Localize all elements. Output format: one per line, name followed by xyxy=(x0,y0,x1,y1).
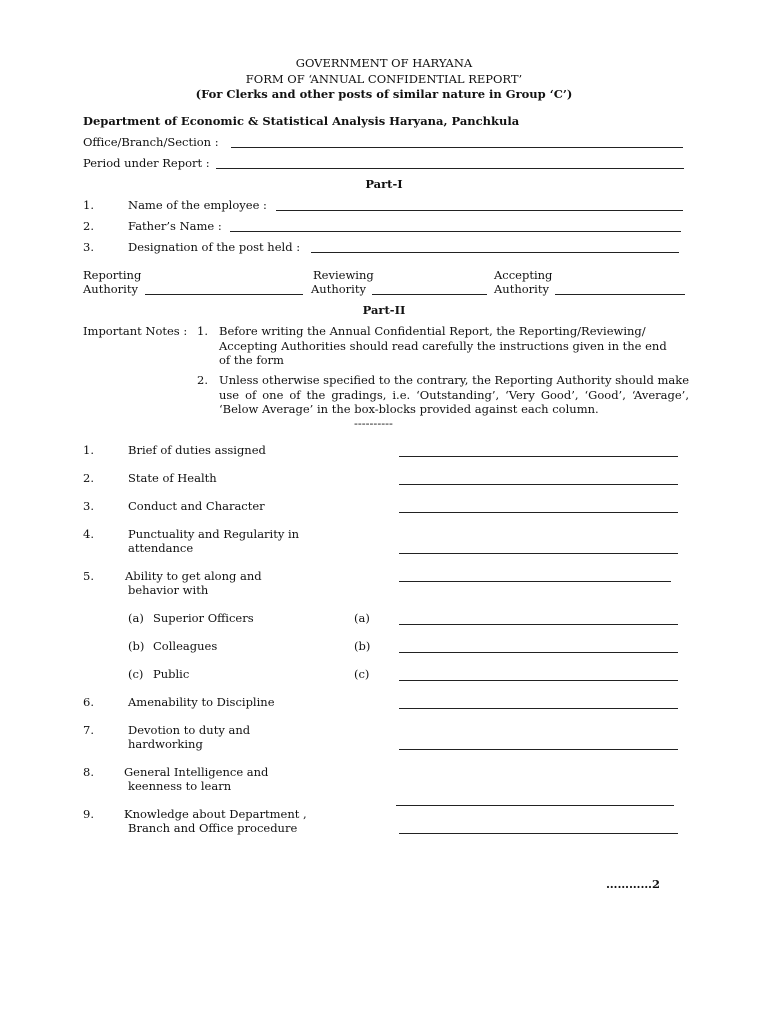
part1-item-num: 3. xyxy=(83,240,94,254)
health-label: State of Health xyxy=(128,471,217,485)
page-continuation-marker: …………2 xyxy=(606,877,661,891)
intelligence-label-line2: keenness to learn xyxy=(128,779,232,793)
part2-item-num: 8. xyxy=(83,765,94,779)
important-notes-label: Important Notes : xyxy=(83,324,188,338)
ability-label-line2: behavior with xyxy=(128,583,209,597)
health-field-line[interactable] xyxy=(399,484,678,485)
reporting-label: Reporting xyxy=(83,268,142,282)
reviewing-label: Reviewing xyxy=(313,268,374,282)
employee-name-label: Name of the employee : xyxy=(128,198,267,212)
note1-text: Before writing the Annual Confidential Report, the Reporting/Reviewing/ Accepting Authorities should read carefully the instructions given in the end of the form xyxy=(219,324,667,367)
period-label: Period under Report : xyxy=(83,156,210,170)
note2-number: 2. xyxy=(197,373,208,387)
part2-title: Part-II xyxy=(362,303,406,317)
office-field-line[interactable] xyxy=(231,147,683,148)
ability-label-line1: Ability to get along and xyxy=(125,569,262,583)
designation-label: Designation of the post held : xyxy=(128,240,301,254)
part2-item-num: 5. xyxy=(83,569,94,583)
devotion-label-line1: Devotion to duty and xyxy=(128,723,251,737)
part2-item-num: 7. xyxy=(83,723,94,737)
header-form-title: FORM OF ‘ANNUAL CONFIDENTIAL REPORT’ xyxy=(245,72,523,86)
devotion-field-line[interactable] xyxy=(399,749,678,750)
period-field-line[interactable] xyxy=(216,168,684,169)
sub-a-mark-right: (a) xyxy=(354,611,370,625)
knowledge-field-line[interactable] xyxy=(399,833,678,834)
part2-item-num: 3. xyxy=(83,499,94,513)
superior-officers-label: Superior Officers xyxy=(153,611,254,625)
father-name-label: Father’s Name : xyxy=(128,219,222,233)
discipline-field-line[interactable] xyxy=(399,708,678,709)
separator-dashes: ---------- xyxy=(354,416,393,430)
discipline-label: Amenability to Discipline xyxy=(128,695,275,709)
reviewing-authority-field-line[interactable] xyxy=(372,294,487,295)
colleagues-label: Colleagues xyxy=(153,639,218,653)
father-name-field-line[interactable] xyxy=(230,231,681,232)
employee-name-field-line[interactable] xyxy=(276,210,683,211)
designation-field-line[interactable] xyxy=(311,252,679,253)
intelligence-label-line1: General Intelligence and xyxy=(124,765,269,779)
header-subtitle: (For Clerks and other posts of similar nature in Group ‘C’) xyxy=(195,87,573,101)
reviewing-authority-label: Authority xyxy=(311,282,366,296)
part1-item-num: 2. xyxy=(83,219,94,233)
sub-a-marker: (a) xyxy=(128,611,144,625)
header-government: GOVERNMENT OF HARYANA xyxy=(295,56,473,70)
accepting-authority-label: Authority xyxy=(494,282,549,296)
colleagues-field-line[interactable] xyxy=(399,652,678,653)
reporting-authority-label: Authority xyxy=(83,282,138,296)
superior-officers-field-line[interactable] xyxy=(399,624,678,625)
intelligence-field-line[interactable] xyxy=(396,805,674,806)
sub-c-marker: (c) xyxy=(128,667,144,681)
sub-b-marker: (b) xyxy=(128,639,145,653)
department-title: Department of Economic & Statistical Analysis Haryana, Panchkula xyxy=(83,114,520,128)
devotion-label-line2: hardworking xyxy=(128,737,203,751)
part2-item-num: 4. xyxy=(83,527,94,541)
punctuality-label-line2: attendance xyxy=(128,541,194,555)
part2-item-num: 6. xyxy=(83,695,94,709)
punctuality-field-line[interactable] xyxy=(399,553,678,554)
public-field-line[interactable] xyxy=(399,680,678,681)
part1-title: Part-I xyxy=(365,177,403,191)
punctuality-label-line1: Punctuality and Regularity in xyxy=(128,527,300,541)
conduct-label: Conduct and Character xyxy=(128,499,265,513)
public-label: Public xyxy=(153,667,190,681)
duties-field-line[interactable] xyxy=(399,456,678,457)
ability-field-line[interactable] xyxy=(399,581,671,582)
reporting-authority-field-line[interactable] xyxy=(145,294,303,295)
part1-item-num: 1. xyxy=(83,198,94,212)
knowledge-label-line1: Knowledge about Department , xyxy=(124,807,307,821)
conduct-field-line[interactable] xyxy=(399,512,678,513)
note1-number: 1. xyxy=(197,324,208,338)
knowledge-label-line2: Branch and Office procedure xyxy=(128,821,298,835)
part2-item-num: 1. xyxy=(83,443,94,457)
note2-text: Unless otherwise specified to the contrary, the Reporting Authority should make use of one of the gradings, i.e. ‘Outstanding’, ‘Very Good’, ‘Good’, ‘Average’, ‘Below Average’ in the box-blocks provided against each column. xyxy=(219,373,690,416)
sub-c-mark-right: (c) xyxy=(354,667,370,681)
accepting-label: Accepting xyxy=(494,268,553,282)
sub-b-mark-right: (b) xyxy=(354,639,371,653)
duties-label: Brief of duties assigned xyxy=(128,443,266,457)
part2-item-num: 9. xyxy=(83,807,94,821)
accepting-authority-field-line[interactable] xyxy=(555,294,685,295)
office-label: Office/Branch/Section : xyxy=(83,135,219,149)
part2-item-num: 2. xyxy=(83,471,94,485)
